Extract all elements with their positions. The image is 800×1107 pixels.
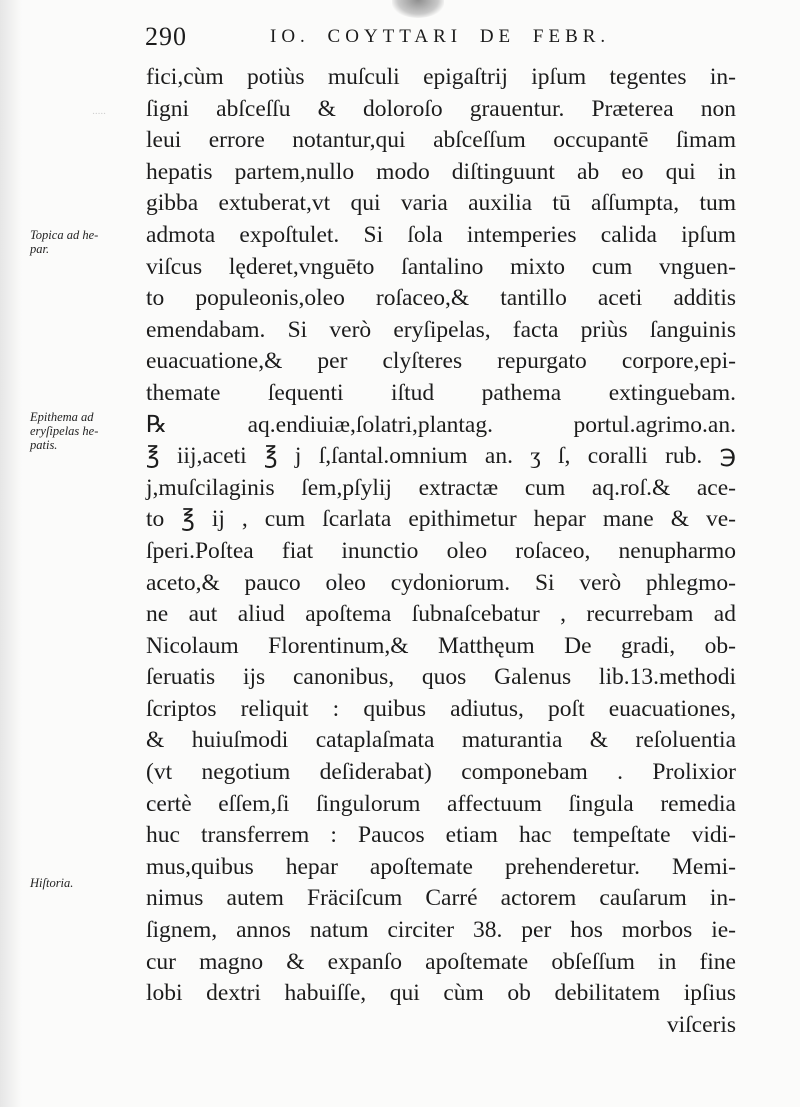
text-line: cur magno & expanſo apoſtemate obſeſſum in fine [146, 948, 736, 975]
text-line: ſignem, annos natum circiter 38. per hos morbos ie- [146, 917, 736, 944]
running-head [145, 18, 625, 54]
text-line: fici,cùm potiùs muſculi epigaſtrij ipſum tegentes in- [146, 64, 736, 90]
text-line: viſceris [666, 1011, 736, 1038]
marginal-note-line: Topica ad he- [30, 228, 99, 242]
text-line: aceto,& pauco oleo cydoniorum. Si verò phlegmo- [146, 569, 736, 596]
text-line: ſigni abſceſſu & doloroſo grauentur. Præterea non [146, 95, 736, 122]
text-line: themate ſequenti iſtud pathema extinguebam. [146, 379, 736, 406]
text-line: to populeonis,oleo roſaceo,& tantillo aceti additis [146, 285, 736, 312]
body-text [146, 62, 736, 1041]
text-line: hepatis partem,nullo modo diſtinguunt ab eo qui in [146, 158, 736, 185]
page-edge-shadow [0, 0, 22, 1107]
text-line: huc transferrem : Paucos etiam hac tempeſtate vidi- [146, 822, 736, 849]
marginal-note-line: par. [30, 242, 50, 256]
text-line: ne aut aliud apoſtema ſubnaſcebatur , recurrebam ad [146, 601, 736, 628]
text-line: admota expoſtulet. Si ſola intemperies calida ipſum [146, 221, 736, 248]
marginal-note-epithema [30, 410, 140, 452]
marginal-note-historia [30, 876, 140, 890]
text-line: ℞ aq.endiuiæ,ſolatri,plantag. portul.agrimo.an. [146, 411, 736, 438]
text-line: & huiuſmodi cataplaſmata maturantia & reſoluentia [146, 727, 736, 754]
marginal-note-topica [30, 228, 140, 256]
marginal-note-line: Hiſtoria. [30, 876, 74, 890]
marginal-note-line: Epithema ad [30, 410, 94, 424]
text-line: certè eſſem,ſi ſingulorum affectuum ſingula remedia [146, 790, 736, 817]
text-line: Nicolaum Florentinum,& Matthęum De gradi, ob- [146, 632, 736, 659]
text-line: leui errore notantur,qui abſceſſum occupantē ſimam [146, 127, 736, 154]
bleed-through-text: ····· [92, 108, 106, 120]
text-line: (vt negotium deſiderabat) componebam . Prolixior [146, 759, 736, 786]
text-line: gibba extuberat,vt qui varia auxilia tū aſſumpta, tum [146, 190, 736, 217]
text-line: ſperi.Poſtea fiat inunctio oleo roſaceo, nenupharmo [146, 537, 736, 564]
text-line: emendabam. Si verò eryſipelas, facta priùs ſanguinis [146, 316, 736, 343]
marginal-note-line: eryſipelas he- [30, 424, 99, 438]
running-title: IO. COYTTARI DE FEBR. [270, 26, 611, 47]
text-line: nimus autem Fräciſcum Carré actorem cauſarum in- [146, 885, 736, 912]
text-line: to ℥ ij , cum ſcarlata epithimetur hepar mane & ve- [146, 506, 736, 533]
text-line: mus,quibus hepar apoſtemate prehenderetur. Memi- [146, 853, 736, 880]
text-line: ſcriptos reliquit : quibus adiutus, poſt euacuationes, [146, 695, 736, 722]
text-line: viſcus lęderet,vnguēto ſantalino mixto cum vnguen- [146, 253, 736, 280]
text-line: lobi dextri habuiſſe, qui cùm ob debilitatem ipſius [146, 980, 736, 1007]
page-number: 290 [145, 22, 187, 51]
text-line: euacuatione,& per clyſteres repurgato corpore,epi- [146, 348, 736, 375]
text-line: ſeruatis ijs canonibus, quos Galenus lib.13.methodi [146, 664, 736, 691]
marginal-note-line: patis. [30, 438, 58, 452]
text-line: j,muſcilaginis ſem,pſylij extractæ cum aq.roſ.& ace- [146, 474, 736, 501]
text-line: ℥ iij,aceti ℥ j ſ,ſantal.omnium an. ʒ ſ, coralli rub. ℈ [146, 443, 736, 470]
binding-thread-mark [392, 0, 444, 18]
